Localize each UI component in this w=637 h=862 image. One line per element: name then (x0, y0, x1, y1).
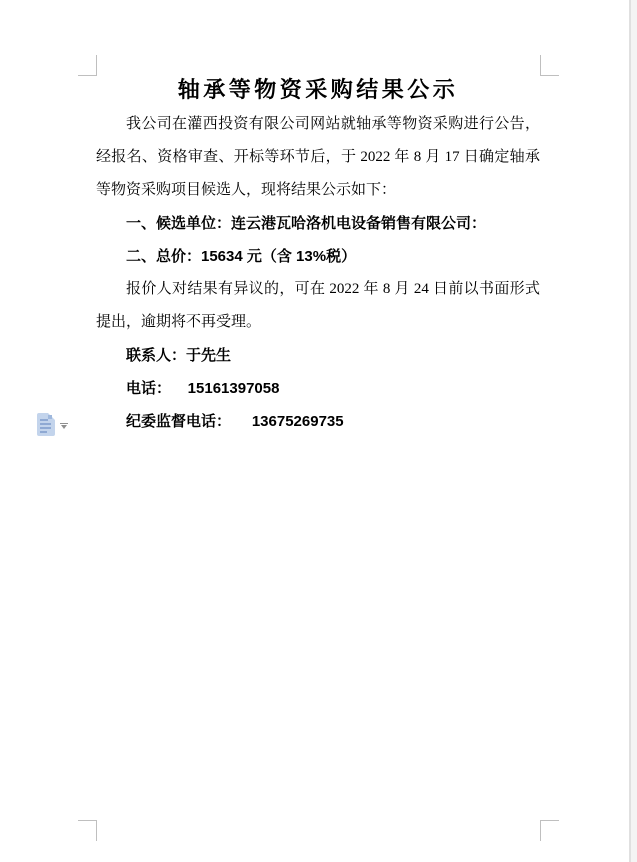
paste-options-button[interactable] (37, 412, 69, 437)
paragraph-supervision-phone[interactable]: 纪委监督电话： 13675269735 (126, 413, 344, 430)
paragraph-phone[interactable]: 电话： 15161397058 (126, 380, 280, 397)
crop-mark-top-left (78, 55, 97, 76)
icon-text-line (40, 427, 51, 429)
page-fold-shade (48, 415, 52, 419)
crop-mark-top-right (540, 55, 559, 76)
paragraph-objection[interactable]: 报价人对结果有异议的，可在 2022 年 8 月 24 日前以书面形式提出，逾期将不再受理。 (96, 281, 540, 330)
dropdown-arrow-icon[interactable] (60, 423, 68, 424)
paragraph-contact-person[interactable]: 联系人：于先生 (126, 347, 232, 364)
icon-text-line (40, 423, 51, 425)
paragraph-total-price[interactable]: 二、总价：15634 元（含 13%税） (126, 248, 357, 265)
icon-text-line (40, 419, 48, 421)
document-text-area[interactable] (96, 72, 540, 438)
crop-mark-bottom-left (78, 820, 97, 841)
paste-options-icon (37, 413, 55, 436)
dropdown-arrow-icon[interactable] (61, 425, 67, 429)
icon-text-line (40, 431, 47, 433)
document-title[interactable]: 轴承等物资采购结果公示 (177, 77, 459, 102)
page-edge-scrollbar-strip[interactable] (629, 0, 637, 862)
paragraph-intro[interactable]: 我公司在灌西投资有限公司网站就轴承等物资采购进行公告，经报名、资格审查、开标等环节后，于 2022 年 8 月 17 日确定轴承等物资采购项目候选人，现将结果公示如下： (96, 116, 540, 198)
crop-mark-bottom-right (540, 820, 559, 841)
paragraph-candidate-unit[interactable]: 一、候选单位：连云港瓦哈洛机电设备销售有限公司： (126, 215, 487, 232)
